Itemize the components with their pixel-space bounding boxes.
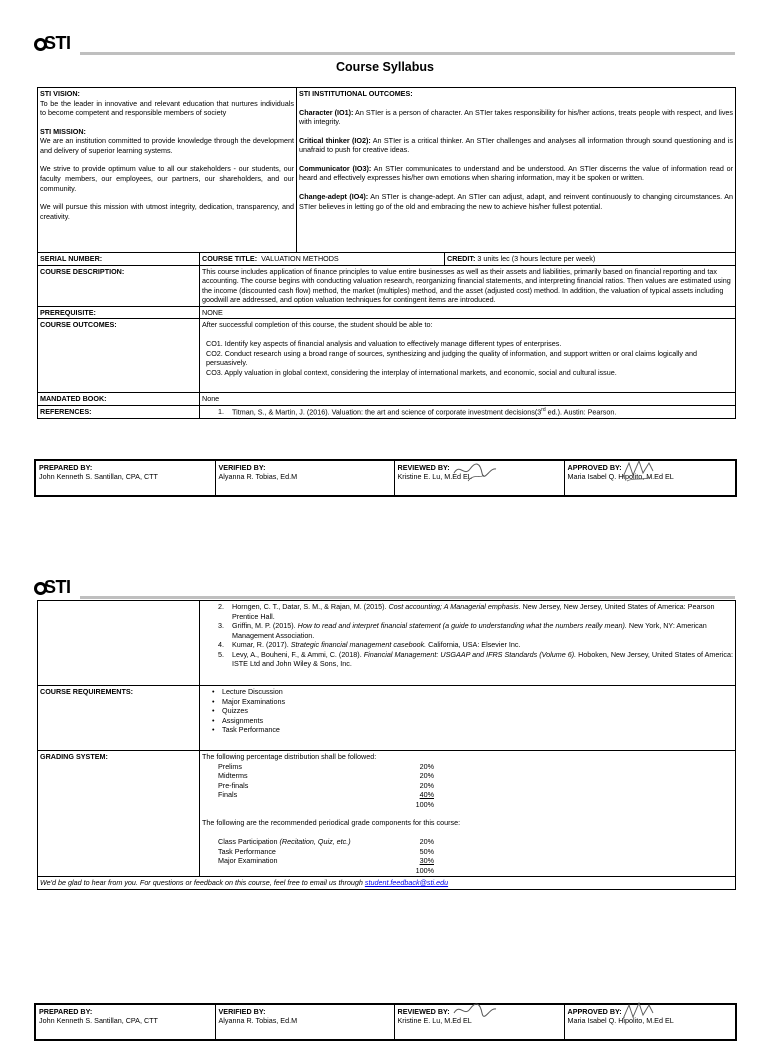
grading-label: GRADING SYSTEM: — [38, 751, 200, 877]
reference-2: 2. Horngen, C. T., Datar, S. M., & Rajan, M. (2015). Cost accounting; A Managerial emphasis. New Jersey, New Jersey, United States of America: Pearson Prentice Hall. — [226, 602, 733, 621]
io3: Communicator (IO3): An STIer communicates to understand and be understood. An STIer discerns the value of information read or heard and effectively expresses his/her own emotions when sharing information, may it be spoken or written. — [299, 163, 734, 183]
syllabus-table-page2 — [37, 600, 736, 890]
signature-table-1 — [34, 459, 737, 497]
mission-p2: We strive to provide optimum value to all our stakeholders - our students, our faculty members, our employees, our partners, our shareholders, and our community. — [40, 164, 294, 193]
requirement-item: • Assignments — [214, 716, 733, 726]
vision-mission-cell — [38, 88, 297, 253]
component-row: Class Participation (Recitation, Quiz, etc.) 20% — [218, 837, 434, 847]
grade-row: Pre-finals 20% — [218, 780, 434, 790]
grading-cell — [200, 751, 736, 877]
grade-total-1: 100% — [415, 799, 434, 809]
feedback-email-link[interactable]: student.feedback@sti.edu — [364, 878, 449, 888]
grading-intro1: The following percentage distribution shall be followed: — [202, 752, 377, 761]
references-label: REFERENCES: — [38, 406, 200, 419]
reviewed-cell-2: REVIEWED BY: Kristine E. Lu, M.Ed EL — [394, 1004, 564, 1040]
header-rule — [80, 52, 735, 55]
course-outcomes-label: COURSE OUTCOMES: — [38, 319, 200, 393]
co1: CO1. Identify key aspects of financial analysis and valuation to effectively manage different types of enterprises. — [206, 339, 562, 349]
course-title-cell: COURSE TITLE: VALUATION METHODS — [200, 253, 445, 266]
reviewer-signature-icon — [450, 999, 500, 1025]
mandated-value: None — [200, 393, 736, 406]
prerequisite-label: PREREQUISITE: — [38, 306, 200, 319]
approver-signature-icon — [619, 457, 659, 485]
feedback-note: We'd be glad to hear from you. For questions or feedback on this course, feel free to email us through student.feedback@sti.edu — [38, 877, 736, 890]
grade-row: Prelims 20% — [218, 761, 434, 771]
sti-logo-page2: STI — [34, 576, 71, 599]
prepared-cell-2: PREPARED BY: John Kenneth S. Santillan, CPA, CTT — [35, 1004, 215, 1040]
verified-cell: VERIFIED BY: Alyanna R. Tobias, Ed.M — [215, 460, 394, 496]
header-rule-page2 — [80, 596, 735, 599]
reviewed-cell: REVIEWED BY: Kristine E. Lu, M.Ed EL — [394, 460, 564, 496]
signature-table-2 — [34, 1003, 737, 1041]
references-first: 1. Titman, S., & Martin, J. (2016). Valuation: the art and science of corporate investment decisions(3rd ed.). Austin: Pearson. — [200, 406, 736, 419]
requirement-item: • Task Performance — [214, 725, 733, 735]
references-continued — [200, 601, 736, 686]
io1: Character (IO1): An STIer is a person of character. An STIer takes responsibility for his/her actions, treats people with respect, and lives with integrity. — [299, 107, 734, 127]
mandated-label: MANDATED BOOK: — [38, 393, 200, 406]
requirement-item: • Major Examinations — [214, 697, 733, 707]
prerequisite-value: NONE — [200, 306, 736, 319]
grade-row: Finals 40% — [218, 790, 434, 800]
references-continued-label — [38, 601, 200, 686]
co3: CO3. Apply valuation in global context, considering the interplay of international markets, and economic, social and cultural issue. — [206, 367, 617, 377]
mission-heading: STI MISSION: — [40, 126, 86, 136]
mission-p1: We are an institution committed to provide knowledge through the development and delivery of superior learning systems. — [40, 136, 294, 155]
vision-heading: STI VISION: — [40, 89, 80, 98]
component-row: Major Examination 30% — [218, 856, 434, 866]
course-outcomes-cell — [200, 319, 736, 393]
requirements-cell — [200, 686, 736, 751]
io2: Critical thinker (IO2): An STIer is a critical thinker. An STIer challenges and analyses all information through sound questioning and is unafraid to push for creative ideas. — [299, 135, 734, 155]
approved-cell: APPROVED BY: Maria Isabel Q. Hipolito, M.Ed EL — [564, 460, 736, 496]
component-row: Task Performance 50% — [218, 846, 434, 856]
reference-4: 4. Kumar, R. (2017). Strategic financial management casebook. California, USA: Elsevier Inc. — [226, 640, 733, 650]
approver-signature-icon — [619, 999, 659, 1027]
requirement-item: • Quizzes — [214, 706, 733, 716]
serial-label: SERIAL NUMBER: — [38, 253, 200, 266]
mission-p3: We will pursue this mission with utmost integrity, dedication, transparency, and creativity. — [40, 202, 294, 221]
description-text: This course includes application of finance principles to value entire businesses as well as their assets and liabilities, primarily based on financial reporting and tax accounting. The course begins with conducting valuation research, reorganizing financial statements, and interpreting financial ratios. Then values are estimated using the income (discounted cash flow) method, the market (multiples) method, and the asset (adjusted cost) method. In addition, the valuation of typical assets including goodwill are addressed, and option valuation techniques for contingent items are introduced. — [200, 265, 736, 306]
reference-5: 5. Levy, A., Bouheni, F., & Ammi, C. (2018). Financial Management: USGAAP and IFRS Standards (Volume 6). Hoboken, New Jersey, United States of America: ISTE Ltd and John Wiley & Sons, Inc. — [226, 650, 733, 669]
verified-cell-2: VERIFIED BY: Alyanna R. Tobias, Ed.M — [215, 1004, 394, 1040]
vision-text: To be the leader in innovative and relevant education that nurtures individuals to become competent and responsible members of society — [40, 98, 294, 118]
grading-intro2: The following are the recommended periodical grade components for this course: — [202, 818, 461, 828]
requirement-item: • Lecture Discussion — [214, 687, 733, 697]
reviewer-signature-icon — [450, 459, 500, 485]
reference-3: 3. Griffin, M. P. (2015). How to read and interpret financial statement (a guide to understanding what the numbers really mean). New York, NY: American Management Association. — [226, 621, 733, 640]
approved-cell-2: APPROVED BY: Maria Isabel Q. Hipolito, M.Ed EL — [564, 1004, 736, 1040]
sti-logo: STI — [34, 32, 71, 55]
prepared-cell: PREPARED BY: John Kenneth S. Santillan, CPA, CTT — [35, 460, 215, 496]
syllabus-table — [37, 87, 736, 419]
course-outcomes-intro: After successful completion of this course, the student should be able to: — [202, 320, 433, 330]
grade-total-2: 100% — [415, 865, 434, 875]
io4: Change-adept (IO4): An STIer is change-adept. An STIer can adjust, adapt, and reinvent continuously to changing circumstances. An STIer believes in letting go of the old and embracing the new to achieve his/her fullest potential. — [299, 192, 734, 211]
outcomes-heading: STI INSTITUTIONAL OUTCOMES: — [299, 89, 413, 98]
credit-cell: CREDIT: 3 units lec (3 hours lecture per week) — [445, 253, 736, 266]
outcomes-cell — [297, 88, 736, 253]
requirements-label: COURSE REQUIREMENTS: — [38, 686, 200, 751]
page-title: Course Syllabus — [336, 60, 434, 74]
co2: CO2. Conduct research using a broad range of sources, synthesizing and judging the quality of information, and support written or oral claims logically and persuasively. — [206, 348, 698, 368]
grade-row: Midterms 20% — [218, 771, 434, 781]
description-label: COURSE DESCRIPTION: — [38, 265, 200, 306]
